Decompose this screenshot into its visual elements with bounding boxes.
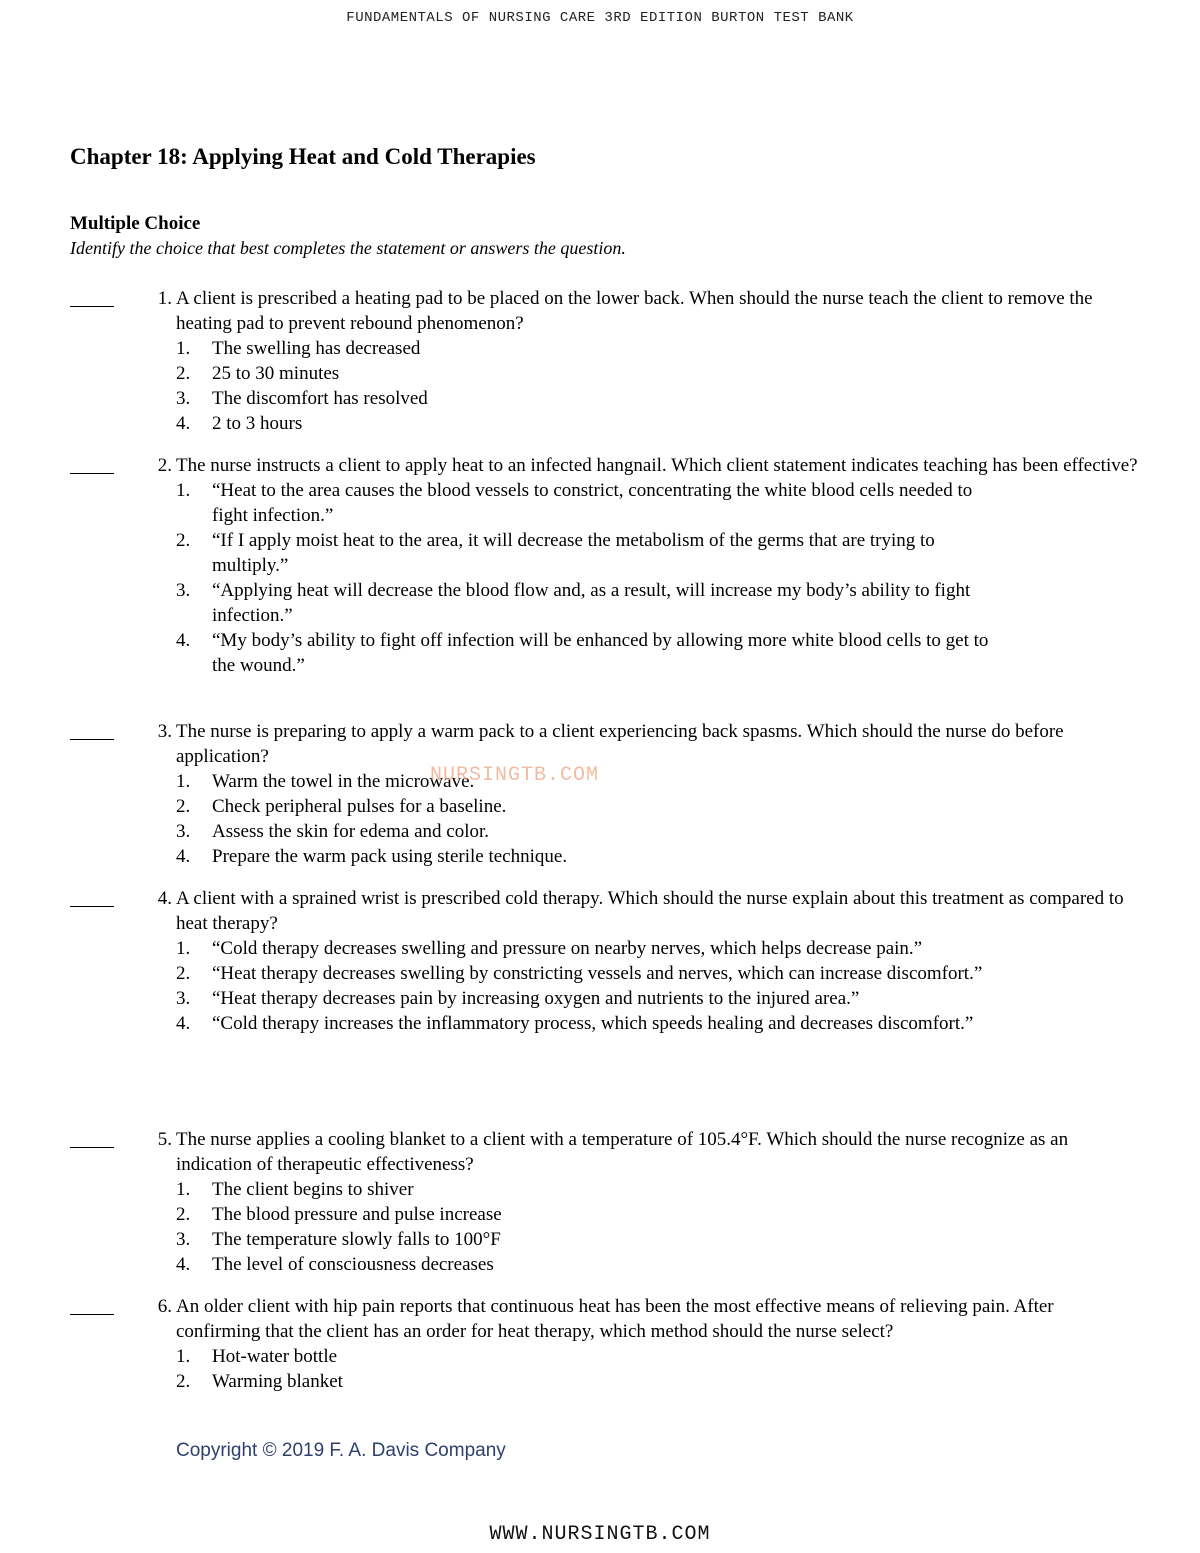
option-number: 1. [176,1179,191,1200]
option-number: 4. [176,413,191,434]
option [176,528,1140,578]
option-text: Hot-water bottle [212,1346,338,1367]
question-stem: The nurse instructs a client to apply heat to an infected hangnail. Which client statement indicates teaching has been effective? [176,455,1138,476]
question-5 [70,1127,1140,1277]
option-text: “Cold therapy increases the inflammatory process, which speeds healing and decreases discomfort.” [212,1013,974,1034]
option-number: 1. [176,338,191,359]
question-stem: An older client with hip pain reports that continuous heat has been the most effective means of relieving pain. After confirming that the client has an order for heat therapy, which method should the nurse select? [176,1296,1054,1342]
question-number: 4. [157,888,172,909]
question-stem: A client with a sprained wrist is prescribed cold therapy. Which should the nurse explain about this treatment as compared to heat therapy? [176,888,1124,934]
option-number: 3. [176,988,191,1009]
question-1 [70,286,1140,436]
option [176,411,1140,436]
option-text: “Heat therapy decreases pain by increasing oxygen and nutrients to the injured area.” [212,988,860,1009]
option [176,1011,1140,1036]
option [176,794,1140,819]
section-title: Multiple Choice [70,213,201,234]
option [176,819,1140,844]
option-number: 4. [176,1254,191,1275]
option [176,844,1140,869]
option-text: The blood pressure and pulse increase [212,1204,502,1225]
option-text: The level of consciousness decreases [212,1254,494,1275]
options-list [176,478,1140,678]
option-text: The client begins to shiver [212,1179,414,1200]
option [176,1227,1140,1252]
option-text: Assess the skin for edema and color. [212,821,490,842]
option-text: Check peripheral pulses for a baseline. [212,796,507,817]
option-number: 4. [176,1013,191,1034]
option-text: The temperature slowly falls to 100°F [212,1229,501,1250]
options-list [176,1177,1140,1277]
option-text: 25 to 30 minutes [212,363,340,384]
option-text: Prepare the warm pack using sterile technique. [212,846,568,867]
option-number: 3. [176,388,191,409]
option-text: “Heat to the area causes the blood vessels to constrict, concentrating the white blood cells needed to fight infection.” [212,480,973,526]
question-stem: The nurse is preparing to apply a warm pack to a client experiencing back spasms. Which should the nurse do before application? [176,721,1064,767]
option-text: “Cold therapy decreases swelling and pressure on nearby nerves, which helps decrease pain.” [212,938,923,959]
option [176,961,1140,986]
option [176,628,1140,678]
option [176,1177,1140,1202]
option [176,936,1140,961]
option [176,361,1140,386]
option-text: “Heat therapy decreases swelling by constricting vessels and nerves, which can increase discomfort.” [212,963,983,984]
answer-blank[interactable] [70,1127,114,1148]
option-number: 2. [176,363,191,384]
option-text: The swelling has decreased [212,338,421,359]
answer-blank[interactable] [70,453,114,474]
option-number: 4. [176,630,191,651]
option-number: 3. [176,821,191,842]
question-number: 1. [157,288,172,309]
option [176,386,1140,411]
options-list [176,769,1140,869]
option [176,336,1140,361]
option [176,986,1140,1011]
option-text: 2 to 3 hours [212,413,303,434]
watermark: NURSINGTB.COM [430,764,600,787]
question-6 [70,1294,1140,1394]
question-number: 2. [157,455,172,476]
page-header: FUNDAMENTALS OF NURSING CARE 3RD EDITION BURTON TEST BANK [346,10,854,26]
option-number: 2. [176,1371,191,1392]
question-number: 3. [157,721,172,742]
option [176,1344,1140,1369]
question-number: 5. [157,1129,172,1150]
question-stem: A client is prescribed a heating pad to be placed on the lower back. When should the nurse teach the client to remove the heating pad to prevent rebound phenomenon? [176,288,1093,334]
option-text: Warming blanket [212,1371,343,1392]
question-2 [70,453,1140,678]
instructions: Identify the choice that best completes the statement or answers the question. [70,238,626,258]
option-text: The discomfort has resolved [212,388,428,409]
option [176,1369,1140,1394]
question-4 [70,886,1140,1036]
option-number: 2. [176,530,191,551]
option-number: 1. [176,938,191,959]
question-number: 6. [157,1296,172,1317]
question-3 [70,719,1140,869]
option [176,478,1140,528]
answer-blank[interactable] [70,719,114,740]
copyright-notice: Copyright © 2019 F. A. Davis Company [176,1440,506,1461]
options-list [176,1344,1140,1394]
answer-blank[interactable] [70,886,114,907]
option [176,1202,1140,1227]
option-text: “Applying heat will decrease the blood flow and, as a result, will increase my body’s ability to fight infection.” [212,580,971,626]
option-text: “My body’s ability to fight off infection will be enhanced by allowing more white blood cells to get to the wound.” [212,630,989,676]
option-number: 3. [176,580,191,601]
option [176,578,1140,628]
answer-blank[interactable] [70,286,114,307]
answer-blank[interactable] [70,1294,114,1315]
footer-url[interactable]: WWW.NURSINGTB.COM [489,1523,711,1546]
option-number: 4. [176,846,191,867]
chapter-title: Chapter 18: Applying Heat and Cold Therapies [70,144,536,169]
option-text: “If I apply moist heat to the area, it will decrease the metabolism of the germs that are trying to multiply.” [212,530,935,576]
option-number: 1. [176,480,191,501]
question-stem: The nurse applies a cooling blanket to a client with a temperature of 105.4°F. Which should the nurse recognize as an indication of therapeutic effectiveness? [176,1129,1069,1175]
option [176,769,1140,794]
option-number: 2. [176,1204,191,1225]
option-number: 3. [176,1229,191,1250]
option-number: 1. [176,771,191,792]
option-text: Warm the towel in the microwave. [212,771,475,792]
option-number: 2. [176,963,191,984]
option [176,1252,1140,1277]
option-number: 2. [176,796,191,817]
options-list [176,336,1140,436]
options-list [176,936,1140,1036]
option-number: 1. [176,1346,191,1367]
